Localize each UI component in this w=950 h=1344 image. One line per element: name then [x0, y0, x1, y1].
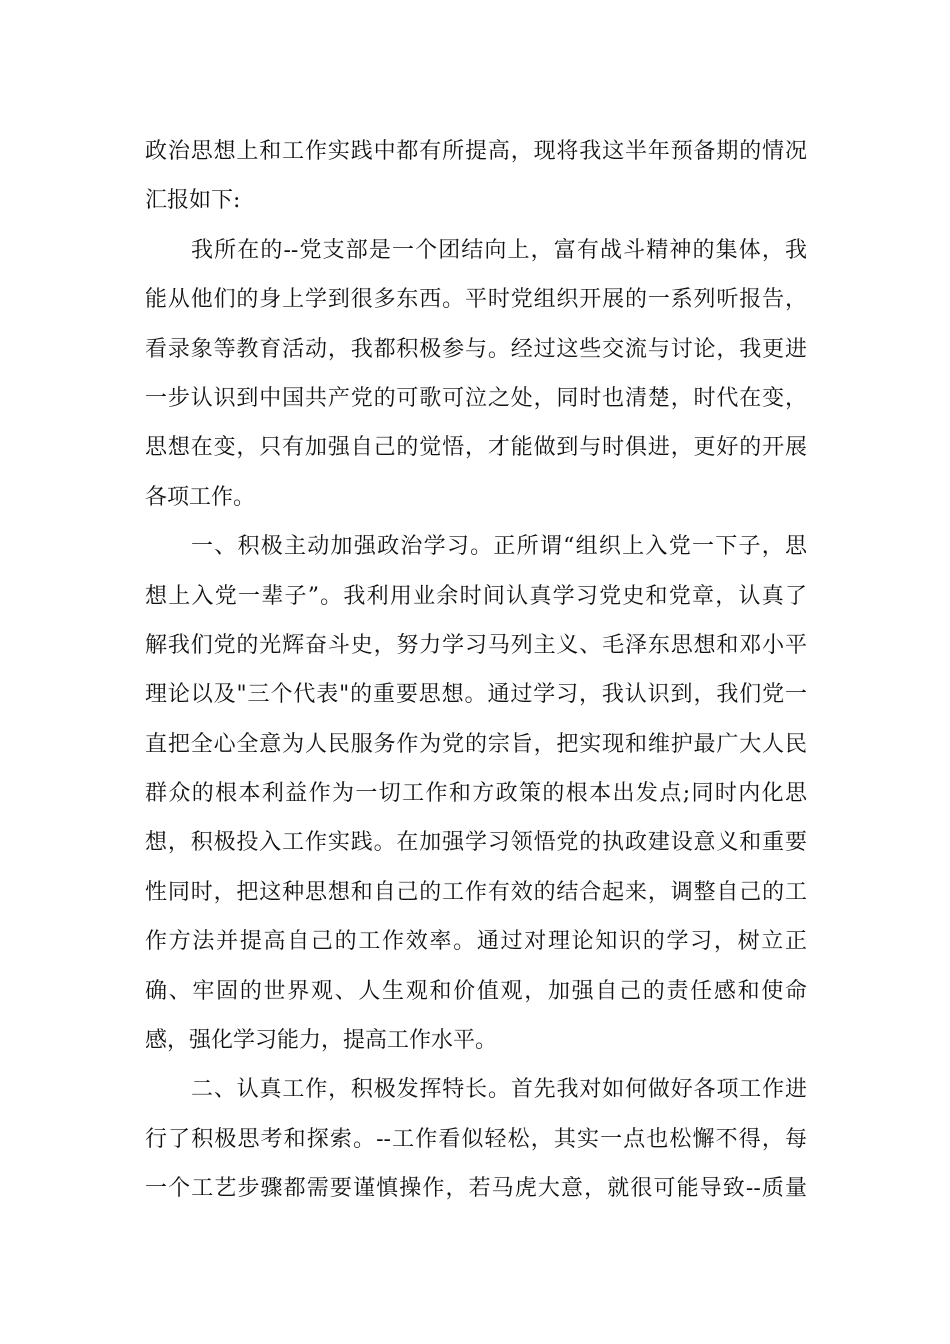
text-line: 行了积极思考和探索。--工作看似轻松，其实一点也松懈不得，每: [145, 1126, 807, 1152]
text-line: 一步认识到中国共产党的可歌可泣之处，同时也清楚，时代在变，: [145, 385, 807, 411]
text-line: 确、牢固的世界观、人生观和价值观，加强自己的责任感和使命: [145, 978, 807, 1004]
text-line: 能从他们的身上学到很多东西。平时党组织开展的一系列听报告，: [145, 287, 807, 313]
text-line: 一个工艺步骤都需要谨慎操作，若马虎大意，就很可能导致--质量: [145, 1176, 807, 1202]
text-line: 我所在的--党支部是一个团结向上，富有战斗精神的集体，我: [191, 237, 807, 263]
text-line: 政治思想上和工作实践中都有所提高，现将我这半年预备期的情况: [145, 139, 807, 164]
text-line: 解我们党的光辉奋斗史，努力学习马列主义、毛泽东思想和邓小平: [145, 632, 807, 658]
text-line: 作方法并提高自己的工作效率。通过对理论知识的学习，树立正: [145, 929, 807, 955]
text-line: 想上入党一辈子”。我利用业余时间认真学习党史和党章，认真了: [145, 583, 807, 609]
text-line: 性同时，把这种思想和自己的工作有效的结合起来，调整自己的工: [145, 879, 807, 905]
text-line: 汇报如下:: [145, 188, 241, 214]
text-line: 一、积极主动加强政治学习。正所谓“组织上入党一下子，思: [191, 534, 807, 560]
text-line: 想，积极投入工作实践。在加强学习领悟党的执政建设意义和重要: [145, 830, 807, 856]
text-line: 二、认真工作，积极发挥特长。首先我对如何做好各项工作进: [191, 1077, 807, 1103]
text-line: 感，强化学习能力，提高工作水平。: [145, 1028, 498, 1054]
text-line: 看录象等教育活动，我都积极参与。经过这些交流与讨论，我更进: [145, 336, 807, 362]
text-line: 理论以及"三个代表"的重要思想。通过学习，我认识到，我们党一: [145, 682, 807, 708]
text-line: 各项工作。: [145, 484, 256, 510]
text-line: 群众的根本利益作为一切工作和方政策的根本出发点;同时内化思: [145, 781, 807, 807]
document-body: [145, 127, 807, 1214]
text-line: 直把全心全意为人民服务作为党的宗旨，把实现和维护最广大人民: [145, 731, 807, 757]
text-line: 思想在变，只有加强自己的觉悟，才能做到与时俱进，更好的开展: [145, 435, 807, 461]
